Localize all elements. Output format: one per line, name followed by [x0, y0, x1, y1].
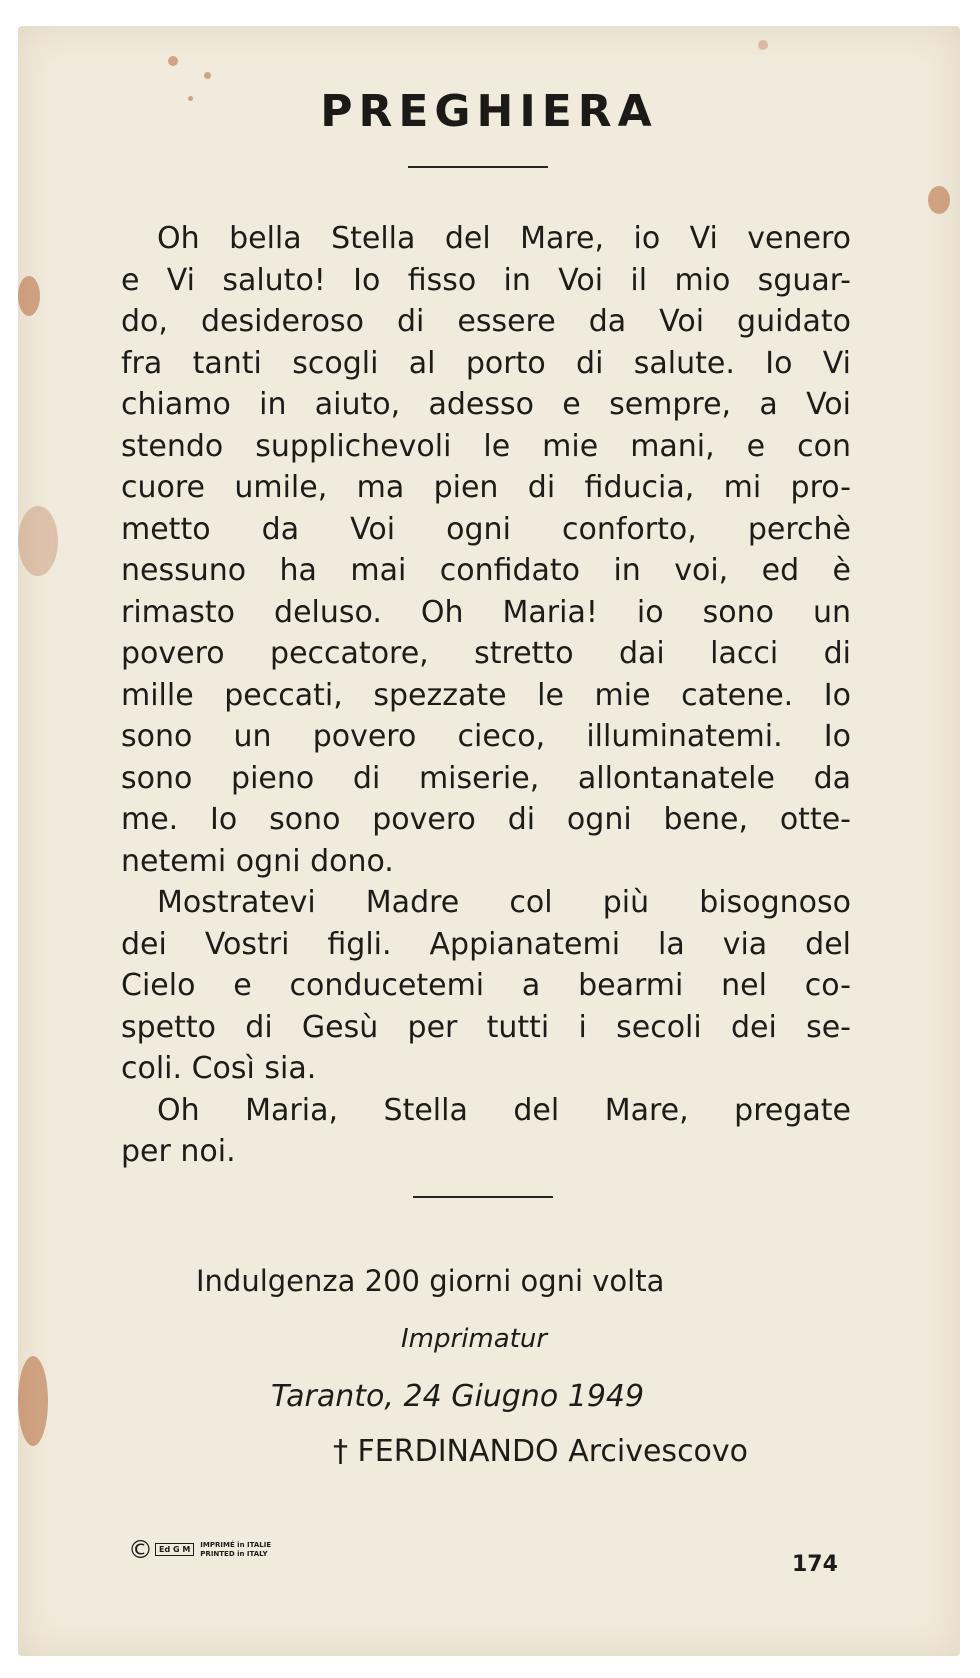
prayer-line: mille peccati, spezzate le mie catene. Io [121, 677, 851, 713]
page-title: PREGHIERA [320, 86, 658, 137]
prayer-line: dei Vostri figli. Appianatemi la via del [121, 926, 851, 962]
prayer-line: nessuno ha mai confidato in voi, ed è [121, 553, 851, 588]
prayer-line: Mostratevi Madre col più bisognoso [157, 885, 851, 920]
prayer-line: stendo supplichevoli le mie mani, e con [121, 428, 851, 464]
prayer-line: netemi ogni dono. [121, 843, 394, 879]
publisher-mark [128, 1537, 271, 1562]
prayer-line: metto da Voi ogni conforto, perchè [121, 511, 851, 547]
prayer-line: per noi. [121, 1134, 236, 1169]
imprimatur-label: Imprimatur [401, 1324, 548, 1354]
prayer-line: Oh bella Stella del Mare, io Vi venero [157, 221, 851, 256]
closing-divider [413, 1196, 553, 1198]
prayer-line: sono un povero cieco, illuminatemi. Io [121, 719, 851, 754]
place-date: Taranto, 24 Giugno 1949 [271, 1379, 645, 1414]
card-number: 174 [792, 1552, 838, 1577]
prayer-line: spetto di Gesù per tutti i secoli dei se- [121, 1009, 851, 1045]
prayer-line: me. Io sono povero di ogni bene, otte- [121, 802, 851, 837]
imprint-text [200, 1541, 271, 1559]
prayer-card [18, 26, 960, 1656]
publisher-logo: Ed G M [155, 1543, 194, 1556]
prayer-line: coli. Così sia. [121, 1051, 317, 1086]
prayer-line: Oh Maria, Stella del Mare, pregate [157, 1092, 851, 1128]
prayer-line: rimasto deluso. Oh Maria! io sono un [121, 594, 851, 630]
prayer-line: sono pieno di miserie, allontanatele da [121, 760, 851, 796]
prayer-line: chiamo in aiuto, adesso e sempre, a Voi [121, 387, 851, 422]
bishop-signature: † FERDINANDO Arcivescovo [333, 1434, 749, 1469]
title-divider [408, 166, 548, 168]
imprint-english: PRINTED in ITALY [200, 1549, 268, 1558]
prayer-line: cuore umile, ma pien di fiducia, mi pro- [121, 470, 851, 505]
indulgence-note: Indulgenza 200 giorni ogni volta [196, 1264, 665, 1298]
imprint-french: IMPRIMÉ in ITALIE [200, 1540, 272, 1549]
prayer-line: Cielo e conducetemi a bearmi nel co- [121, 968, 851, 1003]
prayer-line: do, desideroso di essere da Voi guidato [121, 304, 851, 339]
prayer-line: fra tanti scogli al porto di salute. Io Vi [121, 345, 851, 381]
prayer-text [121, 218, 851, 1173]
prayer-line: povero peccatore, stretto dai lacci di [121, 636, 851, 671]
copyright-icon: © [128, 1535, 153, 1564]
prayer-line: e Vi saluto! Io fisso in Voi il mio sguar- [121, 262, 851, 298]
